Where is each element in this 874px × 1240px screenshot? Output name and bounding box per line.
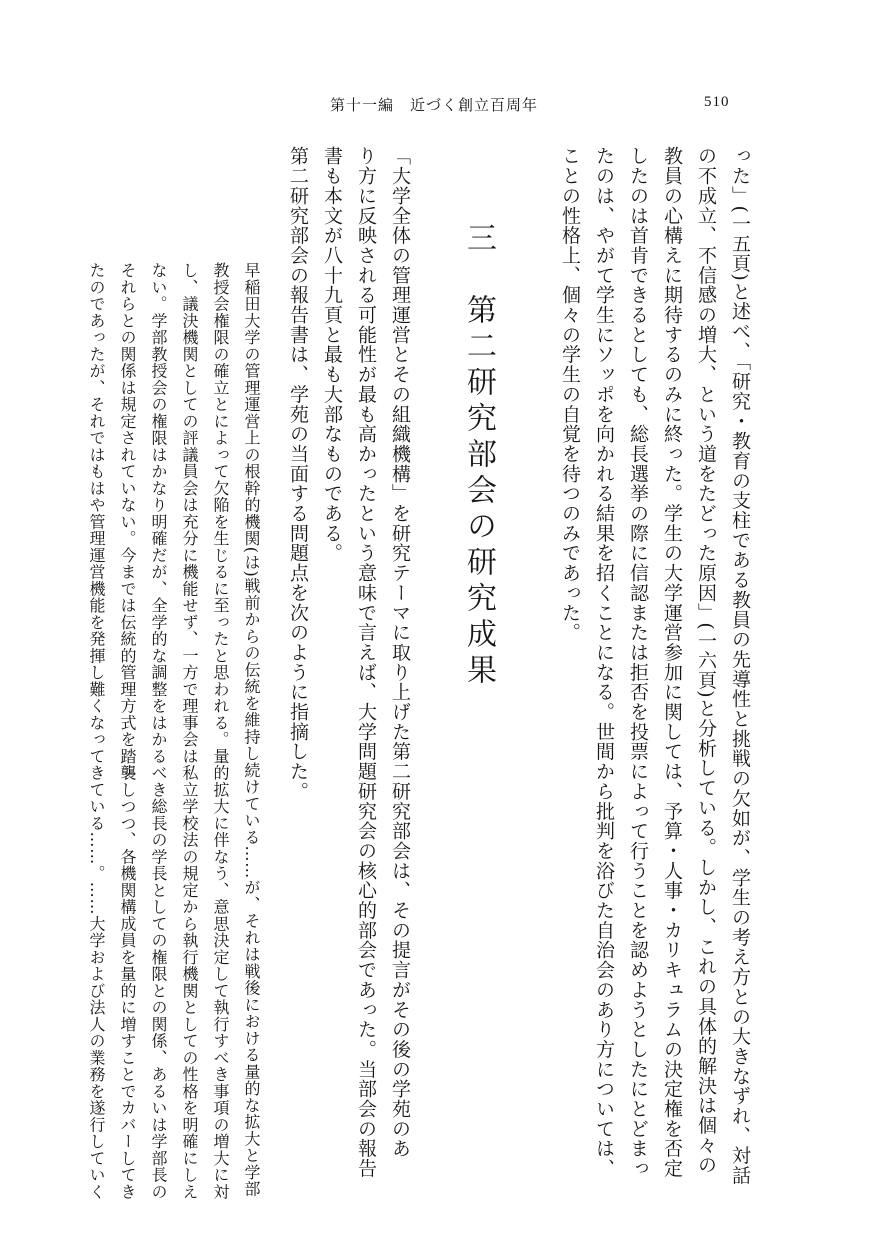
text-line: り方に反映される可能性が最も高かったという意味で言えば、大学問題研究会の核心的部会であった。当部会の報告 [355,146,377,1179]
text-line: ことの性格上、個々の学生の自覚を待つのみであった。 [559,146,581,643]
text-line: 書も本文が八十九頁と最も大部なものである。 [321,146,343,563]
text-line: 「大学全体の管理運営とその組織機構」を研究テーマに取り上げた第二研究部会は、その提言がその後の学苑のあ [389,146,411,1159]
quote-line: ない。学部教授会の権限はかなり明確だが、全学的な調整をはかるべき総長の学長としての権限との関係、あるいは学部長の [149,262,168,1200]
text-line: したのは首肯できるとしても、総長選挙の際に信認または拒否を投票によって行うことを認めようとしたにとどまっ [627,146,649,1179]
text-line: った」(一五頁)と述べ、「研究・教育の支柱である教員の先導性と挑戦の欠如が、学生の考え方との大きなずれ、対話 [729,146,751,1186]
text-line: の不成立、不信感の増大、という道をたどった原因」(一六頁)と分析している。しかし、これの具体的解決は個々の [695,146,717,1175]
quote-line: 早稲田大学の管理運営上の根幹的機関(は)戦前からの伝統を維持し続けている……が、それは戦後における量的な拡大と学部 [242,262,261,1198]
text-line: たのは、やがて学生にソッポを向かれる結果を招くことになる。世間から批判を浴びた自治会のあり方については、 [593,146,615,1179]
text-line: 第二研究部会の報告書は、学苑の当面する問題点を次のように指摘した。 [287,146,309,802]
quote-line: それらとの関係は規定されていない。今までは伝統的管理方式を踏襲しつつ、各機関構成員を量的に増すことでカバーしてき [118,262,137,1200]
running-header: 第十一編 近づく創立百周年 [330,96,539,114]
quote-line: たのであったが、それではもはや管理運営機能を発揮し難くなってきている……。……大学および法人の業務を遂行していく [87,262,106,1200]
quote-line: し、議決機関としての評議員会は充分に機能せず、一方で理事会は私立学校法の規定から執行機関としての性格を明確にしえ [180,262,199,1200]
quote-line: 教授会権限の確立とによって欠陥を生じるに至ったと思われる。量的拡大に伴なう、意思決定して執行すべき事項の増大に対 [211,262,230,1200]
page-number: 510 [704,94,730,110]
text-line: 教員の心構えに期待するのみに終った。学生の大学運営参加に関しては、予算・人事・カリキュラムの決定権を否定 [661,146,683,1179]
section-heading: 三 第二研究部会の研究成果 [461,222,496,690]
